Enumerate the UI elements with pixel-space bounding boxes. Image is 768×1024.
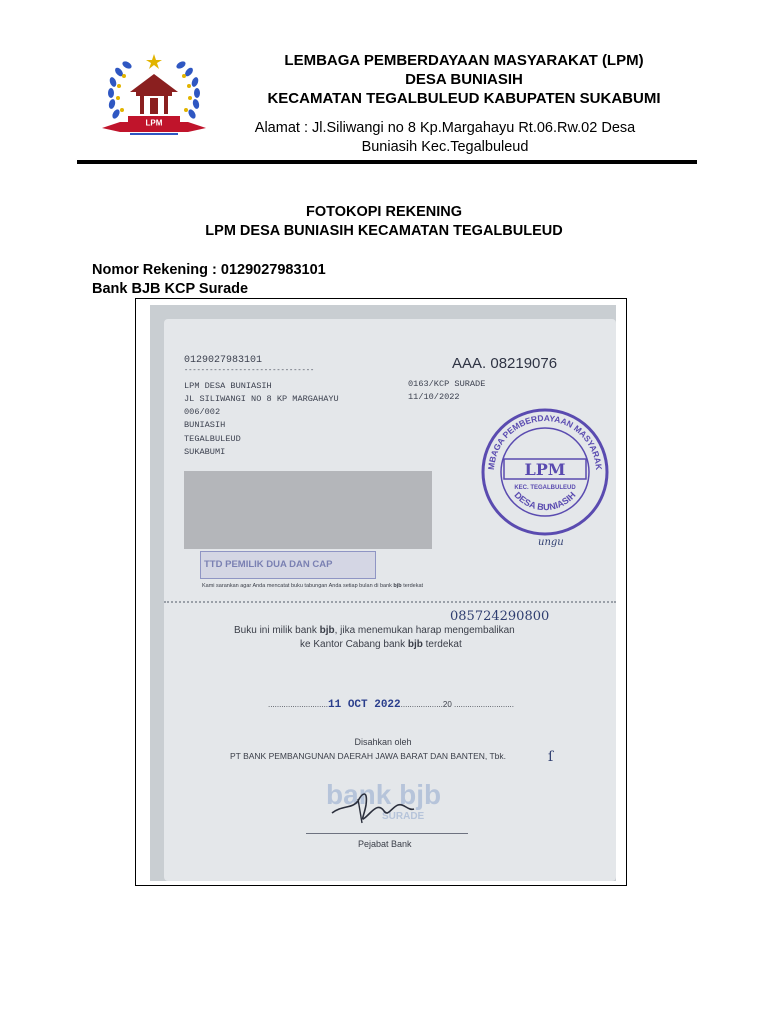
passbook-issue-date: 11/10/2022: [408, 392, 460, 402]
redacted-signature-box: [184, 471, 432, 549]
svg-text:LEMBAGA PEMBERDAYAAN MASYARAKA: MBAGA PEMBERDAYAAN MASYARAK: [485, 412, 605, 471]
bank-branch-stamp: SURADE: [382, 811, 425, 822]
handwritten-phone: 085724290800: [450, 609, 550, 624]
date-stamp: 11 OCT 2022: [328, 699, 401, 711]
passbook-address-5: SUKABUMI: [184, 447, 226, 457]
org-name-line3: KECAMATAN TEGALBULEUD KABUPATEN SUKABUMI: [267, 90, 661, 107]
passbook-address-3: BUNIASIH: [184, 420, 226, 430]
perforation-line: [164, 601, 616, 603]
doc-title-line1: FOTOKOPI REKENING: [305, 204, 463, 220]
signature-line: [306, 833, 468, 834]
passbook-branch: 0163/KCP SURADE: [408, 379, 486, 389]
passbook-dash-line: -------------------------------: [184, 367, 315, 375]
stamp-signature-note: ungu: [538, 537, 564, 548]
lpm-stamp: [480, 407, 610, 537]
account-number-line: Nomor Rekening : 0129027983101: [92, 262, 326, 278]
org-name-line2: DESA BUNIASIH: [405, 71, 523, 88]
date-line: ...........................11 OCT 2022...................20 ...........................: [268, 699, 515, 711]
address-line2: Buniasih Kec.Tegalbuleud: [361, 139, 529, 155]
svg-text:LPM: LPM: [145, 118, 163, 128]
ratified-label: Disahkan oleh: [354, 737, 412, 747]
passbook-address-1: JL SILIWANGI NO 8 KP MARGAHAYU: [184, 394, 339, 404]
passbook-address-2: 006/002: [184, 407, 221, 417]
return-line: ke Kantor Cabang bank bjb terdekat: [300, 639, 462, 650]
official-signature: [328, 783, 418, 836]
svg-text:KEC. TEGALBULEUD: KEC. TEGALBULEUD: [514, 485, 576, 491]
handwritten-mark: ſ: [548, 749, 554, 765]
doc-title-line2: LPM DESA BUNIASIH KECAMATAN TEGALBULEUD: [205, 223, 563, 239]
bank-name-line: Bank BJB KCP Surade: [92, 281, 249, 297]
passbook-serial-number: AAA. 08219076: [452, 355, 558, 372]
ownership-line: Buku ini milik bank bjb, jika menemukan harap mengembalikan: [234, 625, 515, 636]
passbook-small-note: Kami sarankan agar Anda mencatat buku tabungan Anda setiap bulan di bank bjb terdekat: [202, 583, 424, 589]
passbook-address-4: TEGALBULEUD: [184, 434, 241, 444]
passbook-account-number: 0129027983101: [184, 355, 263, 366]
org-name-line1: LEMBAGA PEMBERDAYAAN MASYARAKAT (LPM): [284, 52, 644, 69]
address-line1: Alamat : Jl.Siliwangi no 8 Kp.Margahayu Rt.06.Rw.02 Desa: [254, 120, 636, 136]
bank-bjb-stamp-logo: bank bjb: [326, 779, 442, 810]
passbook-photo: [150, 305, 616, 881]
header-divider: [77, 160, 697, 164]
official-label: Pejabat Bank: [358, 839, 412, 849]
bank-full-name: PT BANK PEMBANGUNAN DAERAH JAWA BARAT DAN BANTEN, Tbk.: [230, 751, 506, 761]
passbook-holder-name: LPM DESA BUNIASIH: [184, 381, 272, 391]
ttd-label: TTD PEMILIK DUA DAN CAP: [204, 559, 333, 570]
svg-text:DESA BUNIASIH: DESA BUNIASIH: [512, 489, 578, 513]
svg-text:LPM: LPM: [524, 460, 566, 479]
